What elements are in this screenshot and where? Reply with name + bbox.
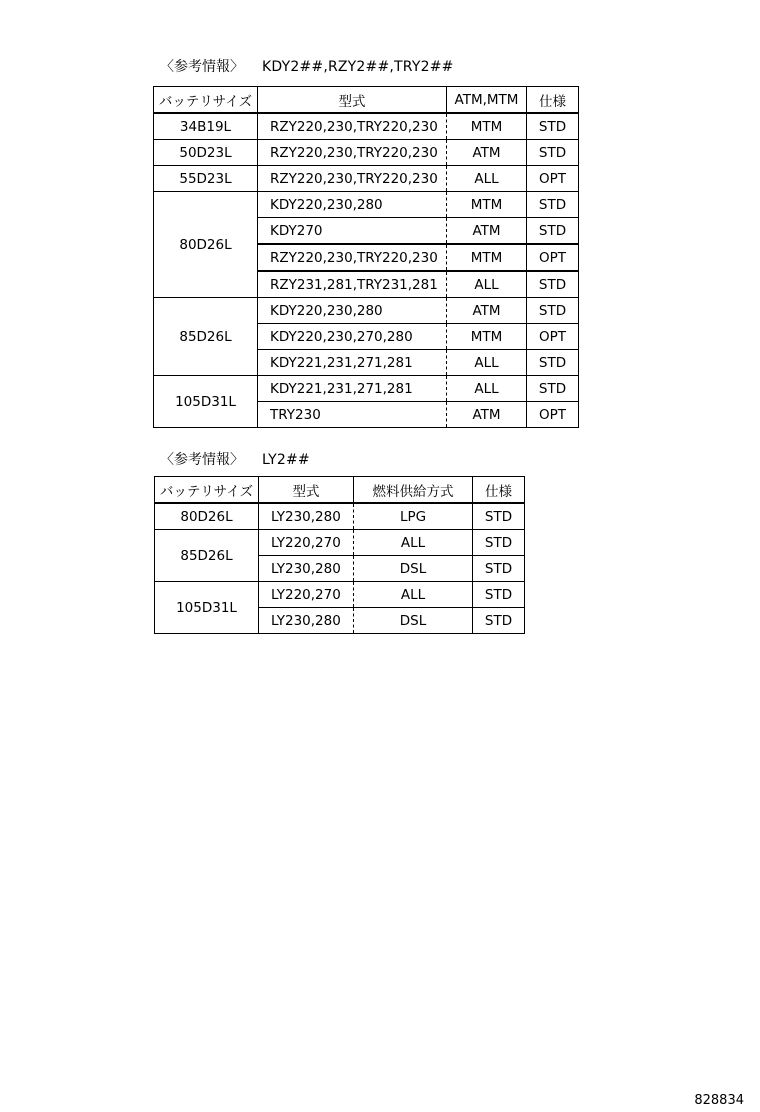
model-cell: LY230,280	[259, 608, 354, 634]
fuel-system-cell: DSL	[354, 556, 473, 582]
transmission-cell: ALL	[447, 271, 527, 298]
model-cell: RZY220,230,TRY220,230	[258, 140, 447, 166]
header-model: 型式	[258, 87, 447, 114]
header-transmission: ATM,MTM	[447, 87, 527, 114]
transmission-cell: ATM	[447, 218, 527, 245]
battery-size-cell: 85D26L	[154, 298, 258, 376]
spec-cell: STD	[527, 271, 579, 298]
table-row	[155, 582, 525, 608]
spec-cell: STD	[527, 298, 579, 324]
transmission-cell: ALL	[447, 376, 527, 402]
spec-cell: OPT	[527, 324, 579, 350]
fuel-system-cell: DSL	[354, 608, 473, 634]
section1-models: KDY2##,RZY2##,TRY2##	[262, 59, 454, 75]
fuel-system-cell: ALL	[354, 582, 473, 608]
model-cell: LY230,280	[259, 556, 354, 582]
table-row	[155, 530, 525, 556]
table-row	[154, 192, 579, 218]
spec-cell: STD	[527, 376, 579, 402]
battery-size-cell: 50D23L	[154, 140, 258, 166]
battery-size-cell: 55D23L	[154, 166, 258, 192]
model-cell: KDY220,230,270,280	[258, 324, 447, 350]
table-row	[154, 113, 579, 140]
spec-cell: OPT	[527, 244, 579, 271]
model-cell: KDY220,230,280	[258, 298, 447, 324]
transmission-cell: MTM	[447, 113, 527, 140]
battery-size-cell: 80D26L	[154, 192, 258, 298]
document-code: 828834	[694, 1093, 744, 1108]
section2-heading	[160, 451, 310, 469]
model-cell: RZY220,230,TRY220,230	[258, 166, 447, 192]
battery-size-cell: 105D31L	[154, 376, 258, 428]
model-cell: TRY230	[258, 402, 447, 428]
model-cell: LY220,270	[259, 530, 354, 556]
battery-size-cell: 80D26L	[155, 503, 259, 530]
section1-heading	[160, 58, 454, 76]
battery-size-cell: 85D26L	[155, 530, 259, 582]
header-model: 型式	[259, 477, 354, 504]
model-cell: RZY220,230,TRY220,230	[258, 244, 447, 271]
header-battery-size: バッテリサイズ	[155, 477, 259, 504]
section2-models: LY2##	[262, 452, 310, 468]
table-row	[155, 503, 525, 530]
header-spec: 仕様	[527, 87, 579, 114]
table-row	[154, 166, 579, 192]
spec-cell: STD	[473, 530, 525, 556]
table-row	[154, 298, 579, 324]
transmission-cell: ATM	[447, 140, 527, 166]
header-battery-size: バッテリサイズ	[154, 87, 258, 114]
spec-cell: STD	[527, 113, 579, 140]
section1-label: 〈参考情報〉	[160, 59, 244, 75]
spec-cell: STD	[473, 608, 525, 634]
transmission-cell: ATM	[447, 402, 527, 428]
spec-cell: OPT	[527, 402, 579, 428]
battery-size-cell: 105D31L	[155, 582, 259, 634]
header-spec: 仕様	[473, 477, 525, 504]
model-cell: KDY270	[258, 218, 447, 245]
transmission-cell: ALL	[447, 166, 527, 192]
table-header-row	[155, 477, 525, 504]
model-cell: LY230,280	[259, 503, 354, 530]
transmission-cell: MTM	[447, 244, 527, 271]
spec-cell: STD	[527, 192, 579, 218]
table-header-row	[154, 87, 579, 114]
battery-size-cell: 34B19L	[154, 113, 258, 140]
spec-cell: STD	[527, 218, 579, 245]
section2-label: 〈参考情報〉	[160, 452, 244, 468]
model-cell: LY220,270	[259, 582, 354, 608]
battery-table-ly	[154, 476, 525, 634]
header-fuel-system: 燃料供給方式	[354, 477, 473, 504]
spec-cell: STD	[473, 556, 525, 582]
spec-cell: OPT	[527, 166, 579, 192]
battery-table-kdy-rzy-try	[153, 86, 579, 428]
fuel-system-cell: ALL	[354, 530, 473, 556]
spec-cell: STD	[527, 140, 579, 166]
spec-cell: STD	[473, 582, 525, 608]
model-cell: KDY221,231,271,281	[258, 376, 447, 402]
transmission-cell: ATM	[447, 298, 527, 324]
model-cell: RZY220,230,TRY220,230	[258, 113, 447, 140]
table-row	[154, 376, 579, 402]
model-cell: KDY220,230,280	[258, 192, 447, 218]
transmission-cell: ALL	[447, 350, 527, 376]
transmission-cell: MTM	[447, 192, 527, 218]
spec-cell: STD	[527, 350, 579, 376]
model-cell: RZY231,281,TRY231,281	[258, 271, 447, 298]
spec-cell: STD	[473, 503, 525, 530]
transmission-cell: MTM	[447, 324, 527, 350]
model-cell: KDY221,231,271,281	[258, 350, 447, 376]
fuel-system-cell: LPG	[354, 503, 473, 530]
table-row	[154, 140, 579, 166]
